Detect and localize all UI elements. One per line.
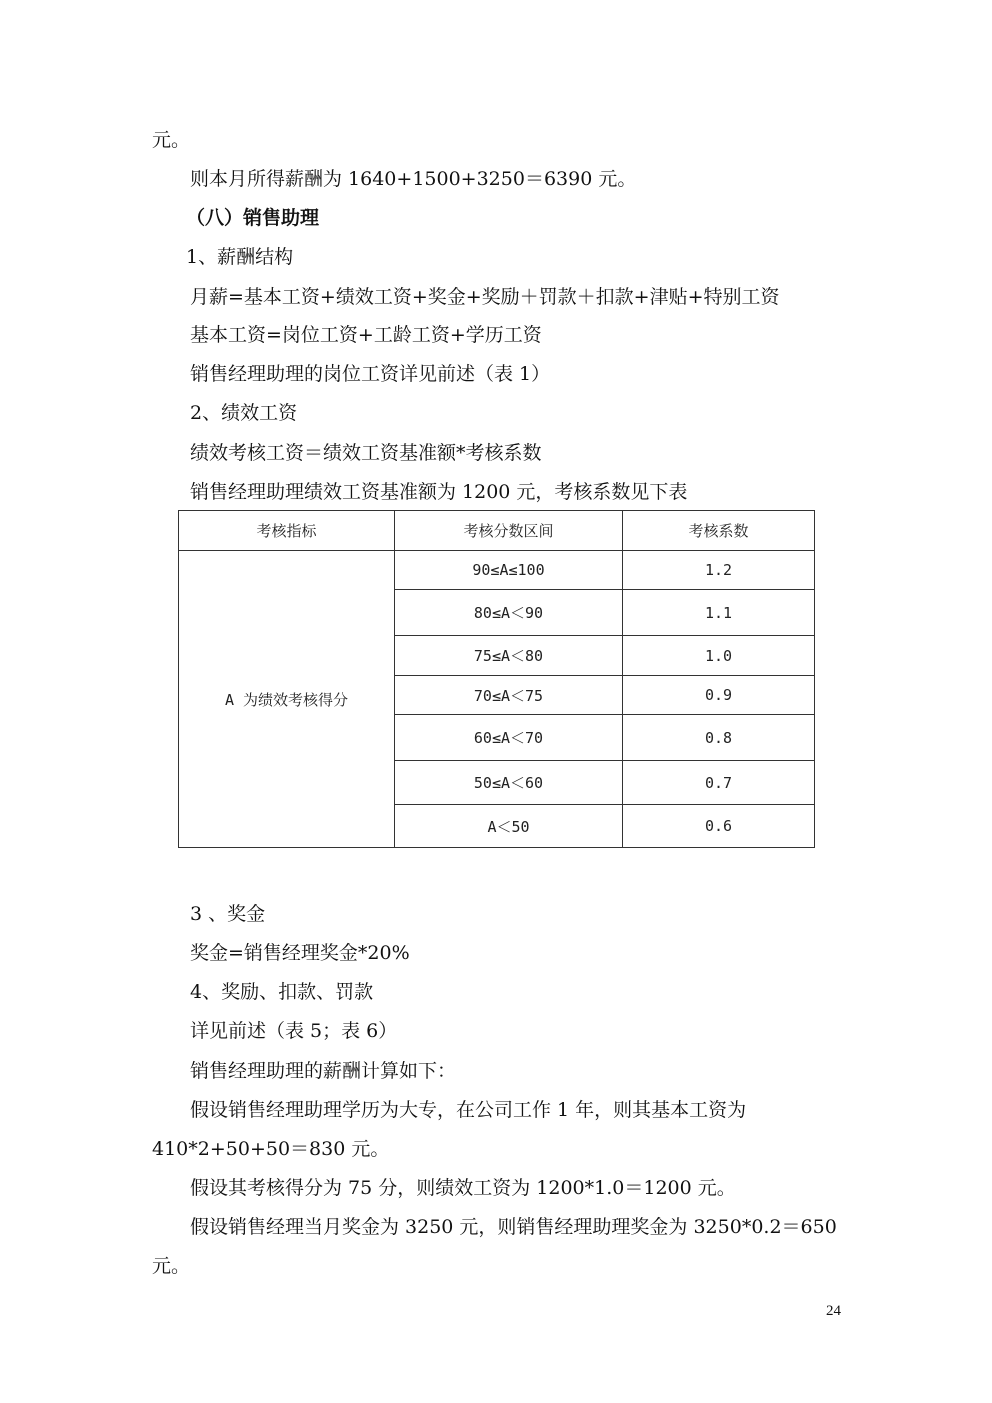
table-cell-coefficient: 0.7 [623, 761, 815, 805]
text-line-see-tables: 详见前述（表 5；表 6） [190, 1020, 398, 1042]
table-cell-coefficient: 0.6 [623, 805, 815, 848]
table-cell-range: 75≤A＜80 [395, 636, 623, 676]
text-line-total-salary: 则本月所得薪酬为 1640+1500+3250＝6390 元。 [190, 168, 637, 190]
table-cell-coefficient: 1.0 [623, 636, 815, 676]
table-header-row [179, 511, 815, 551]
text-line-position-salary-ref: 销售经理助理的岗位工资详见前述（表 1） [190, 363, 551, 385]
table-cell-range: 70≤A＜75 [395, 676, 623, 715]
page-number: 24 [826, 1303, 841, 1319]
table-cell-coefficient: 0.8 [623, 715, 815, 761]
table-header-indicator: 考核指标 [179, 511, 395, 551]
text-line-performance-base: 销售经理助理绩效工资基准额为 1200 元，考核系数见下表 [190, 481, 688, 503]
text-line-continuation: 元。 [152, 129, 191, 151]
text-line-calculation-intro: 销售经理助理的薪酬计算如下： [190, 1060, 457, 1082]
subheading-rewards-deductions: 4、奖励、扣款、罚款 [190, 981, 374, 1003]
table-row [179, 551, 815, 590]
table-cell-range: 60≤A＜70 [395, 715, 623, 761]
subheading-performance-salary: 2、绩效工资 [190, 402, 298, 424]
text-line-base-salary-result: 410*2+50+50＝830 元。 [152, 1138, 390, 1160]
table-cell-coefficient: 0.9 [623, 676, 815, 715]
table-cell-range: 80≤A＜90 [395, 590, 623, 636]
table-cell-coefficient: 1.1 [623, 590, 815, 636]
section-heading-sales-assistant: （八）销售助理 [186, 207, 320, 229]
table-cell-indicator: A 为绩效考核得分 [179, 551, 395, 848]
table-cell-range: 90≤A≤100 [395, 551, 623, 590]
text-line-bonus-formula: 奖金=销售经理奖金*20% [190, 942, 410, 964]
table-cell-range: A＜50 [395, 805, 623, 848]
text-line-monthly-salary-formula: 月薪=基本工资+绩效工资+奖金+奖励＋罚款＋扣款+津贴+特别工资 [190, 286, 780, 308]
text-line-base-salary-example: 假设销售经理助理学历为大专，在公司工作 1 年，则其基本工资为 [190, 1099, 747, 1121]
subheading-bonus: 3 、奖金 [190, 903, 266, 925]
text-line-base-salary-formula: 基本工资=岗位工资+工龄工资+学历工资 [190, 324, 542, 346]
table-header-score-range: 考核分数区间 [395, 511, 623, 551]
table-cell-coefficient: 1.2 [623, 551, 815, 590]
subheading-salary-structure: 1、薪酬结构 [186, 246, 294, 268]
text-line-bonus-result: 元。 [152, 1255, 191, 1277]
text-line-performance-example: 假设其考核得分为 75 分，则绩效工资为 1200*1.0＝1200 元。 [190, 1177, 736, 1199]
text-line-bonus-example: 假设销售经理当月奖金为 3250 元，则销售经理助理奖金为 3250*0.2＝650 [190, 1216, 837, 1238]
table-cell-range: 50≤A＜60 [395, 761, 623, 805]
assessment-coefficient-table [178, 510, 815, 848]
table-header-coefficient: 考核系数 [623, 511, 815, 551]
text-line-performance-formula: 绩效考核工资＝绩效工资基准额*考核系数 [190, 442, 542, 464]
